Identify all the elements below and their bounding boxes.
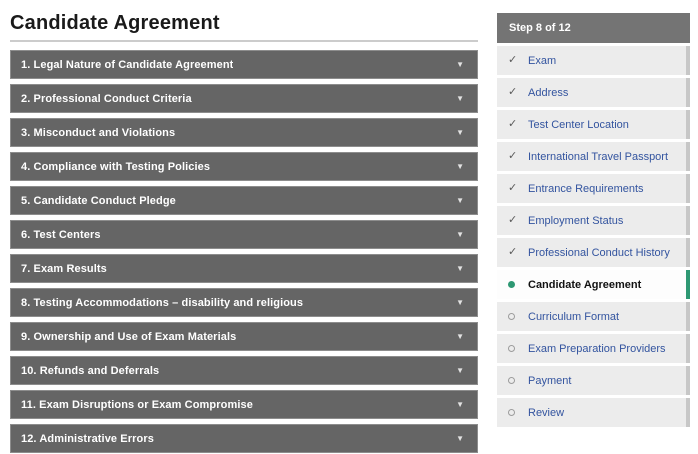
step-list	[497, 46, 690, 427]
completed-check-icon: ✓	[508, 118, 518, 130]
sidebar-step-label: International Travel Passport	[528, 150, 669, 163]
accordion-section-8[interactable]	[10, 288, 478, 317]
main-content	[10, 12, 478, 454]
chevron-down-icon: ▼	[456, 365, 464, 375]
accordion-section-label: 3. Misconduct and Violations	[21, 126, 176, 139]
sidebar-step-professional-conduct-history[interactable]	[497, 238, 690, 267]
sidebar-step-entrance-requirements[interactable]	[497, 174, 690, 203]
current-step-dot-icon	[508, 281, 515, 288]
sidebar-step-international-travel-passport[interactable]	[497, 142, 690, 171]
accordion-section-label: 7. Exam Results	[21, 262, 107, 275]
completed-check-icon: ✓	[508, 150, 518, 162]
accordion-section-5[interactable]	[10, 186, 478, 215]
completed-check-icon: ✓	[508, 214, 518, 226]
chevron-down-icon: ▼	[456, 263, 464, 273]
sidebar-step-label: Exam Preparation Providers	[528, 342, 666, 355]
sidebar-step-label: Curriculum Format	[528, 310, 620, 323]
accordion-section-label: 8. Testing Accommodations – disability and religious	[21, 296, 304, 309]
chevron-down-icon: ▼	[456, 229, 464, 239]
sidebar-step-label: Employment Status	[528, 214, 624, 227]
sidebar-step-exam-preparation-providers[interactable]	[497, 334, 690, 363]
sidebar-step-candidate-agreement[interactable]	[497, 270, 690, 299]
accordion-section-label: 12. Administrative Errors	[21, 432, 154, 445]
completed-check-icon: ✓	[508, 246, 518, 258]
sidebar-step-exam[interactable]	[497, 46, 690, 75]
chevron-down-icon: ▼	[456, 127, 464, 137]
accordion-section-9[interactable]	[10, 322, 478, 351]
chevron-down-icon: ▼	[456, 59, 464, 69]
chevron-down-icon: ▼	[456, 93, 464, 103]
accordion-section-1[interactable]	[10, 50, 478, 79]
accordion-section-label: 4. Compliance with Testing Policies	[21, 160, 211, 173]
accordion-section-4[interactable]	[10, 152, 478, 181]
step-progress-header: Step 8 of 12	[497, 13, 690, 43]
accordion-section-2[interactable]	[10, 84, 478, 113]
chevron-down-icon: ▼	[456, 399, 464, 409]
chevron-down-icon: ▼	[456, 161, 464, 171]
sidebar-step-label: Entrance Requirements	[528, 182, 644, 195]
sidebar-step-test-center-location[interactable]	[497, 110, 690, 139]
accordion-section-label: 9. Ownership and Use of Exam Materials	[21, 330, 237, 343]
accordion-section-label: 11. Exam Disruptions or Exam Compromise	[21, 398, 253, 411]
title-divider	[10, 40, 478, 42]
completed-check-icon: ✓	[508, 86, 518, 98]
page-title: Candidate Agreement	[10, 12, 220, 34]
sidebar-step-payment[interactable]	[497, 366, 690, 395]
accordion-section-12[interactable]	[10, 424, 478, 453]
accordion-section-3[interactable]	[10, 118, 478, 147]
accordion-section-label: 5. Candidate Conduct Pledge	[21, 194, 176, 207]
accordion-section-list	[10, 50, 478, 453]
accordion-section-label: 2. Professional Conduct Criteria	[21, 92, 192, 105]
pending-step-circle-icon	[508, 409, 515, 416]
pending-step-circle-icon	[508, 313, 515, 320]
pending-step-circle-icon	[508, 377, 515, 384]
chevron-down-icon: ▼	[456, 331, 464, 341]
sidebar-step-label: Candidate Agreement	[528, 278, 642, 291]
sidebar-step-review[interactable]	[497, 398, 690, 427]
pending-step-circle-icon	[508, 345, 515, 352]
accordion-section-label: 6. Test Centers	[21, 228, 101, 241]
accordion-section-10[interactable]	[10, 356, 478, 385]
chevron-down-icon: ▼	[456, 433, 464, 443]
sidebar-step-label: Exam	[528, 54, 557, 67]
accordion-section-label: 10. Refunds and Deferrals	[21, 364, 160, 377]
sidebar-step-label: Payment	[528, 374, 572, 387]
steps-sidebar	[497, 13, 690, 427]
sidebar-step-label: Review	[528, 406, 565, 419]
accordion-section-6[interactable]	[10, 220, 478, 249]
completed-check-icon: ✓	[508, 54, 518, 66]
sidebar-step-address[interactable]	[497, 78, 690, 107]
chevron-down-icon: ▼	[456, 195, 464, 205]
chevron-down-icon: ▼	[456, 297, 464, 307]
accordion-section-11[interactable]	[10, 390, 478, 419]
accordion-section-7[interactable]	[10, 254, 478, 283]
completed-check-icon: ✓	[508, 182, 518, 194]
accordion-section-label: 1. Legal Nature of Candidate Agreement	[21, 58, 234, 71]
sidebar-step-label: Address	[528, 86, 569, 99]
sidebar-step-label: Professional Conduct History	[528, 246, 670, 259]
sidebar-step-curriculum-format[interactable]	[497, 302, 690, 331]
sidebar-step-employment-status[interactable]	[497, 206, 690, 235]
sidebar-step-label: Test Center Location	[528, 118, 629, 131]
